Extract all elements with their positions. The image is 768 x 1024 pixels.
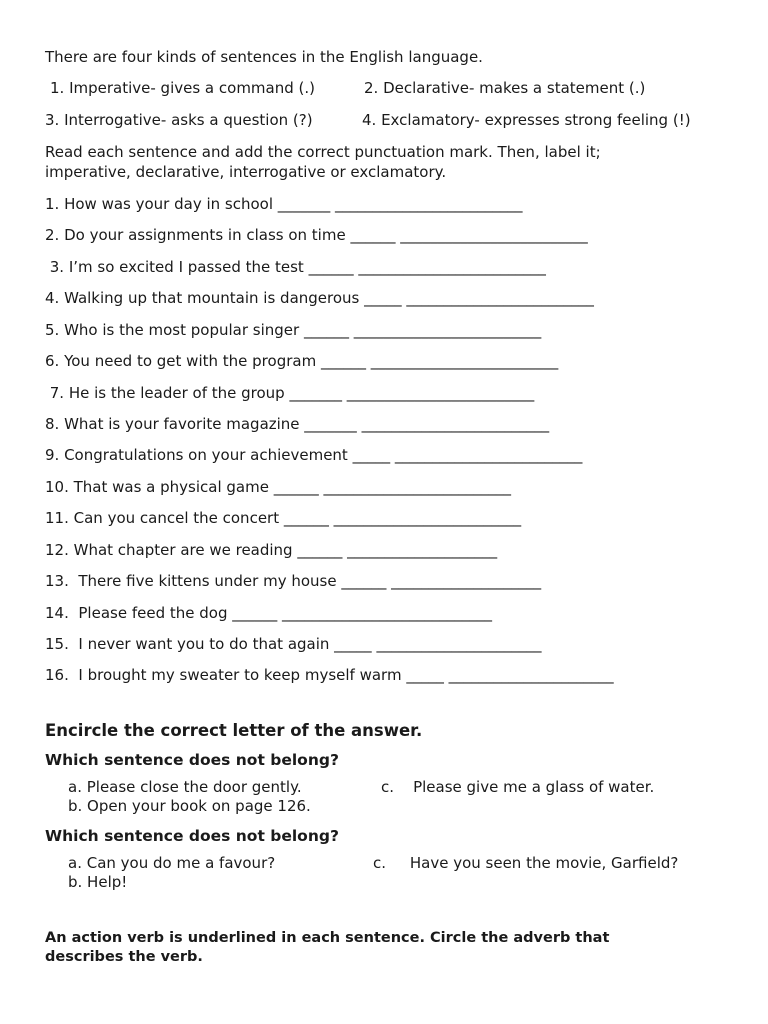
intro-text: There are four kinds of sentences in the English language. [45,48,483,66]
sentence-item: 11. Can you cancel the concert ______ _________________________ [45,509,522,527]
sentence-item: 16. I brought my sweater to keep myself warm _____ ______________________ [45,666,614,684]
kind-declarative: 2. Declarative- makes a statement (.) [364,79,646,97]
question-prompt: Which sentence does not belong? [45,751,339,769]
kind-exclamatory: 4. Exclamatory- expresses strong feeling (!) [362,111,691,129]
sentence-item: 14. Please feed the dog ______ ____________________________ [45,604,493,622]
sentence-item: 4. Walking up that mountain is dangerous _____ _________________________ [45,289,594,307]
sentence-item: 6. You need to get with the program ______ _________________________ [45,352,559,370]
kind-interrogative: 3. Interrogative- asks a question (?) [45,111,313,129]
option-c: c. Please give me a glass of water. [381,778,655,796]
sentence-item: 12. What chapter are we reading ______ ____________________ [45,541,498,559]
question-prompt: Which sentence does not belong? [45,827,339,845]
sentence-item: 3. I’m so excited I passed the test ______ _________________________ [45,258,546,276]
kind-imperative: 1. Imperative- gives a command (.) [50,79,316,97]
option-c: c. Have you seen the movie, Garfield? [373,854,679,872]
sentence-item: 7. He is the leader of the group _______ _________________________ [45,384,535,402]
option-a: a. Can you do me a favour? [68,854,276,872]
sentence-item: 10. That was a physical game ______ _________________________ [45,478,511,496]
section-heading-encircle: Encircle the correct letter of the answer. [45,721,423,740]
instruction-line-1: Read each sentence and add the correct punctuation mark. Then, label it; [45,143,601,161]
sentence-item: 2. Do your assignments in class on time ______ _________________________ [45,226,588,244]
sentence-item: 1. How was your day in school _______ _________________________ [45,195,523,213]
option-b: b. Open your book on page 126. [68,797,311,815]
sentence-item: 8. What is your favorite magazine _______ _________________________ [45,415,550,433]
sentence-item: 13. There five kittens under my house ______ ____________________ [45,572,542,590]
option-a: a. Please close the door gently. [68,778,302,796]
instruction-line-2: imperative, declarative, interrogative or exclamatory. [45,163,447,181]
sentence-item: 5. Who is the most popular singer ______ _________________________ [45,321,542,339]
option-b: b. Help! [68,873,128,891]
sentence-item: 9. Congratulations on your achievement _____ _________________________ [45,446,583,464]
section-heading-adverb-line-2: describes the verb. [45,949,203,965]
sentence-item: 15. I never want you to do that again _____ ______________________ [45,635,542,653]
section-heading-adverb-line-1: An action verb is underlined in each sentence. Circle the adverb that [45,930,610,946]
